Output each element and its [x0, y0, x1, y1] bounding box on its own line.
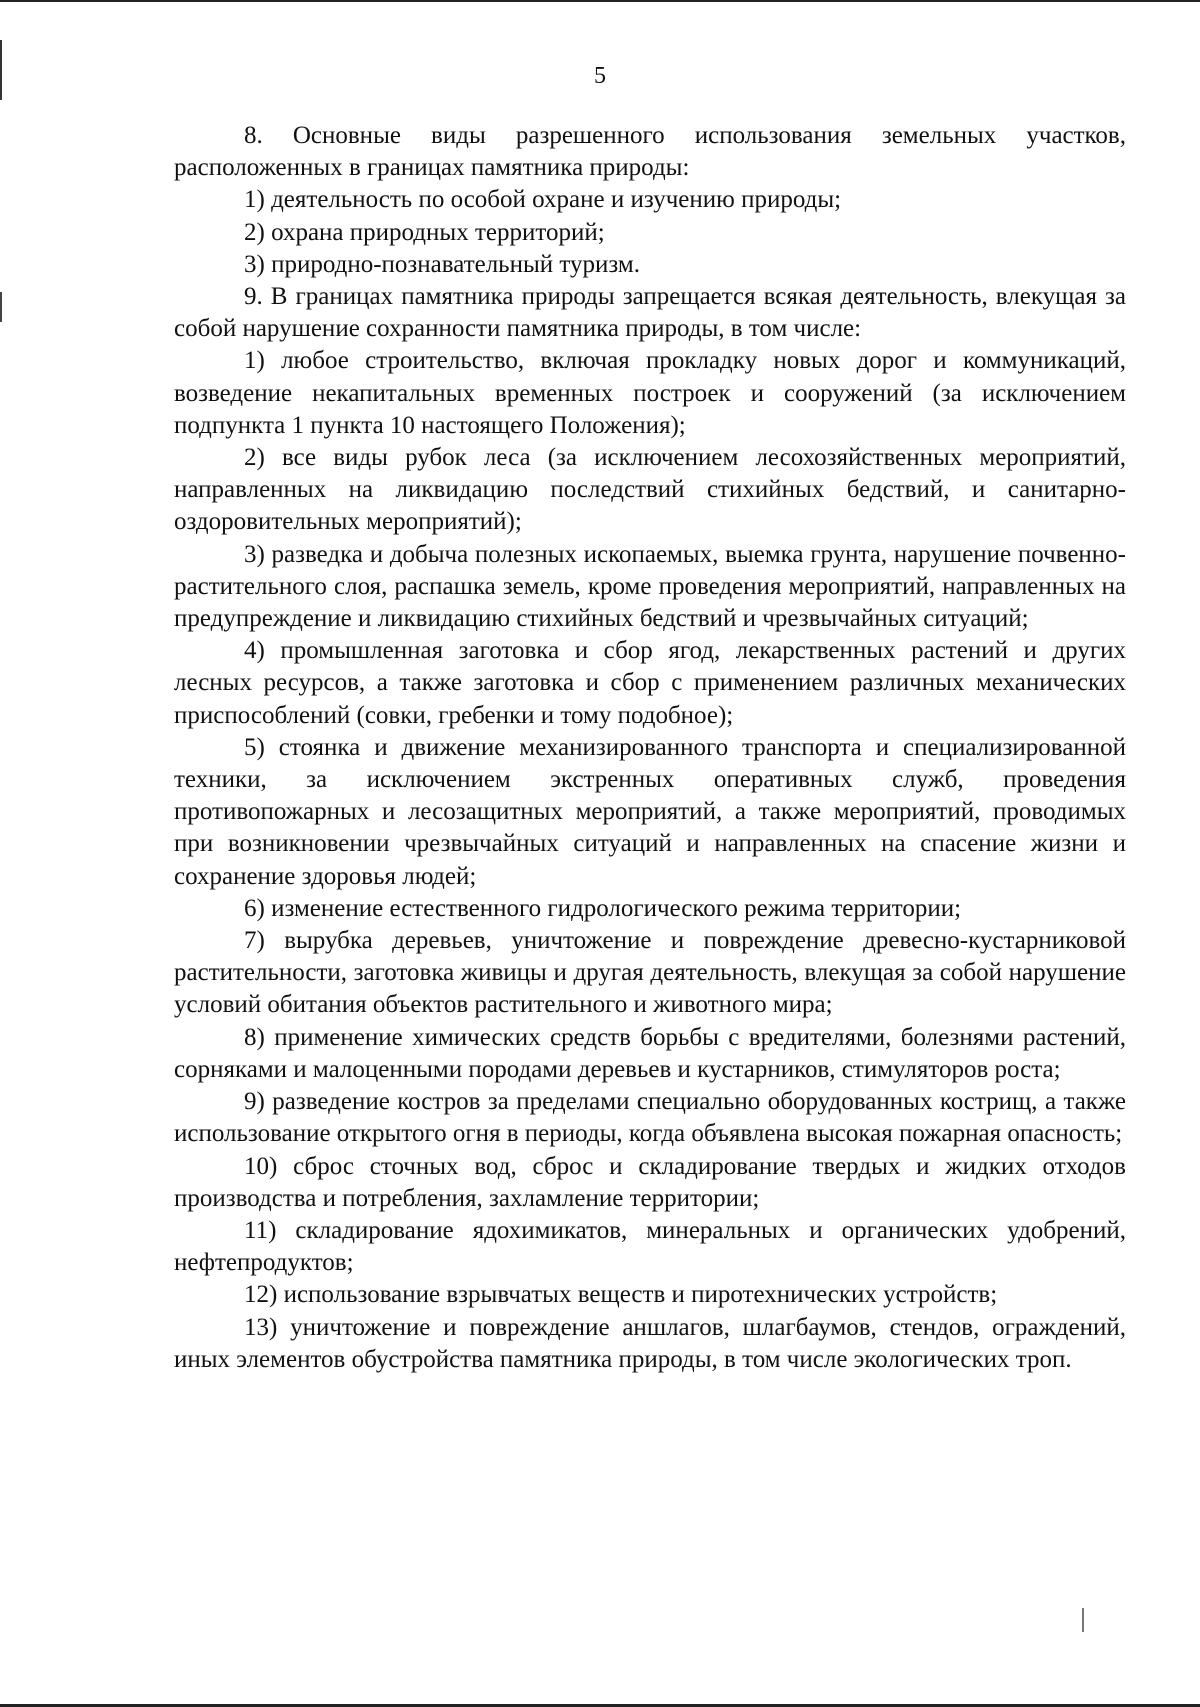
page-number: 5 [594, 63, 606, 89]
list-item: 11) складирование ядохимикатов, минеральных и органических удобрений, нефтепродуктов; [174, 1216, 1126, 1277]
scan-border-top [0, 0, 1200, 2]
list-item: 3) природно-познавательный туризм. [244, 250, 640, 278]
list-item: 5) стоянка и движение механизированного транспорта и специализированной техники, за исключением экстренных оперативных служб, проведения противопожарных и лесозащитных мероприятий, а также мероприятий, проводимых при возникновении чрезвычайных ситуаций и направленных на спасение жизни и сохранение здоровья людей; [174, 733, 1126, 890]
list-item: 13) уничтожение и повреждение аншлагов, шлагбаумов, стендов, ограждений, иных элементов обустройства памятника природы, в том числе экологических троп. [174, 1313, 1126, 1373]
list-item: 9) разведение костров за пределами специально оборудованных кострищ, а также использование открытого огня в периоды, когда объявлена высокая пожарная опасность; [174, 1088, 1126, 1148]
list-item: 2) все виды рубок леса (за исключением лесохозяйственных мероприятий, направленных на ликвидацию последствий стихийных бедствий, и санитарно-оздоровительных мероприятий); [174, 444, 1126, 536]
list-item: 10) сброс сточных вод, сброс и складирование твердых и жидких отходов производства и потребления, захламление территории; [174, 1152, 1126, 1212]
list-item: 1) любое строительство, включая прокладку новых дорог и коммуникаций, возведение некапитальных временных построек и сооружений (за исключением подпункта 1 пункта 10 настоящего Положения); [174, 347, 1126, 439]
list-item: 7) вырубка деревьев, уничтожение и повреждение древесно-кустарниковой растительности, заготовка живицы и другая деятельность, влекущая за собой нарушение условий обитания объектов растительного и животного мира; [174, 927, 1126, 1019]
list-item: 4) промышленная заготовка и сбор ягод, лекарственных растений и других лесных ресурсов, а также заготовка и сбор с применением различных механических приспособлений (совки, гребенки и тому подобное); [174, 637, 1126, 729]
list-item: 8) применение химических средств борьбы с вредителями, болезнями растений, сорняками и малоценными породами деревьев и кустарников, стимуляторов роста; [174, 1023, 1126, 1083]
list-item: 12) использование взрывчатых веществ и пиротехнических устройств; [244, 1281, 998, 1309]
list-item: 2) охрана природных территорий; [244, 218, 605, 246]
list-item: 1) деятельность по особой охране и изучению природы; [244, 186, 842, 214]
scan-border-left-mark [0, 292, 2, 322]
paragraph: 9. В границах памятника природы запрещается всякая деятельность, влекущая за собой нарушение сохранности памятника природы, в том числе: [174, 283, 1126, 343]
scan-artifact-mark [1082, 1608, 1084, 1632]
document-body [174, 120, 1126, 1376]
list-item: 3) разведка и добыча полезных ископаемых, выемка грунта, нарушение почвенно-растительного слоя, распашка земель, кроме проведения мероприятий, направленных на предупреждение и ликвидацию стихийных бедствий и чрезвычайных ситуаций; [174, 540, 1126, 633]
paragraph: 8. Основные виды разрешенного использования земельных участков, расположенных в границах памятника природы: [174, 122, 1126, 182]
list-item: 6) изменение естественного гидрологического режима территории; [244, 894, 962, 922]
